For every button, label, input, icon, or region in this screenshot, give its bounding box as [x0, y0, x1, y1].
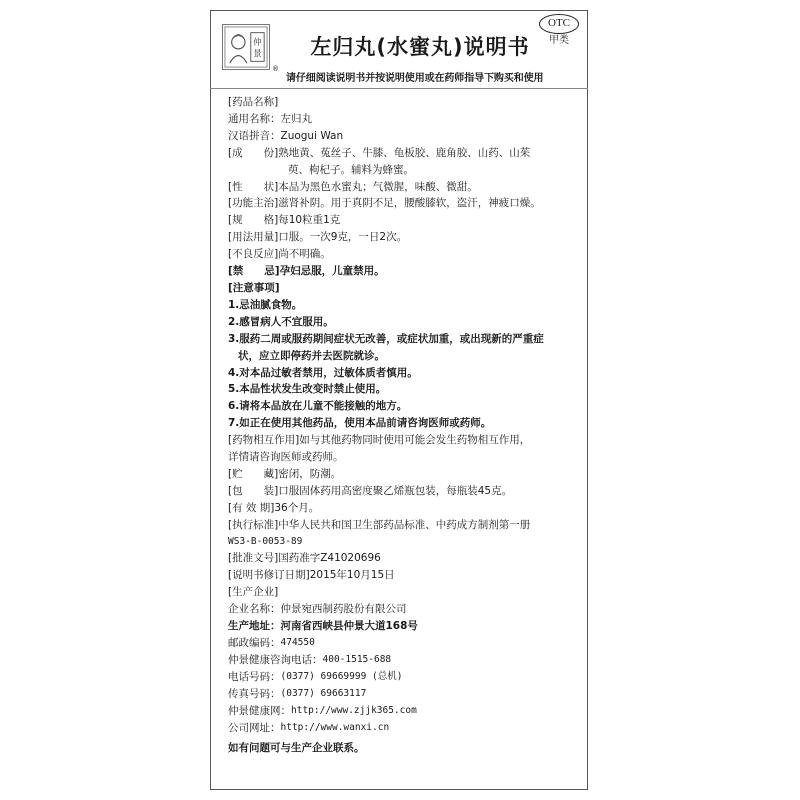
phone-label: 电话号码：	[228, 670, 281, 683]
precaution-item: 6.请将本品放在儿童不能接触的地方。	[228, 400, 408, 413]
address-value: 河南省西峡县仲景大道168号	[280, 620, 418, 633]
precautions-heading: [注意事项]	[228, 281, 280, 294]
phone-value: (0377) 69669999 (总机)	[280, 670, 403, 682]
storage-value: 密闭，防潮。	[278, 467, 342, 480]
validity-label: [有 效 期]	[228, 501, 275, 514]
hotline-label: 仲景健康咨询电话：	[228, 653, 323, 666]
revision-label: [说明书修订日期]	[228, 569, 310, 582]
company-web-row	[228, 720, 576, 737]
svg-text:景: 景	[253, 49, 262, 60]
otc-badge: OTC	[539, 14, 579, 34]
health-web-link[interactable]: http://www.zjjk365.com	[291, 704, 417, 716]
revision-row	[228, 567, 576, 584]
pinyin-value: Zuogui Wan	[280, 129, 344, 142]
health-web-row	[228, 703, 576, 720]
postcode-value: 474550	[280, 637, 315, 648]
usage-notice: 请仔细阅读说明书并按说明使用或在药师指导下购买和使用	[286, 73, 544, 84]
package-label: [包 装]	[228, 484, 279, 497]
indications-label: [功能主治]	[228, 197, 279, 210]
specification-row	[228, 212, 576, 229]
fax-value: (0377) 69663117	[280, 687, 367, 699]
precaution-item: 4.对本品过敏者禁用，过敏体质者慎用。	[228, 366, 418, 379]
contraindications-row	[228, 263, 576, 280]
interactions-continuation: 详情请咨询医师或药师。	[228, 451, 344, 464]
precaution-item: 3.服药二周或服药期间症状无改善，或症状加重，或出现新的严重症	[228, 332, 544, 345]
fax-label: 传真号码：	[228, 687, 281, 700]
revision-value: 2015年10月15日	[309, 569, 395, 582]
specification-value: 每10粒重1克	[278, 214, 341, 227]
instruction-content	[228, 94, 576, 757]
specification-label: [规 格]	[228, 214, 279, 227]
interactions-value: 如与其他药物同时使用可能会发生药物相互作用，	[299, 434, 531, 447]
generic-name-value: 左归丸	[280, 112, 312, 125]
precaution-item: 5.本品性状发生改变时禁止使用。	[228, 383, 387, 396]
properties-label: [性 状]	[228, 180, 279, 193]
standard-value: 中华人民共和国卫生部药品标准、中药成方制剂第一册	[278, 518, 531, 531]
generic-name-label: 通用名称：	[228, 112, 281, 125]
contraindications-label: [禁 忌]	[228, 265, 280, 278]
company-web-link[interactable]: http://www.wanxi.cn	[280, 721, 390, 733]
storage-label: [贮 藏]	[228, 467, 279, 480]
ingredients-value: 熟地黄、菟丝子、牛膝、龟板胶、鹿角胶、山药、山茱	[278, 146, 531, 159]
ingredients-row	[228, 145, 576, 162]
health-web-label: 仲景健康网：	[228, 704, 291, 717]
phone-row	[228, 669, 576, 686]
precaution-item: 2.感冒病人不宜服用。	[228, 315, 334, 328]
hotline-value: 400-1515-688	[322, 653, 392, 665]
approval-value: 国药准字Z41020696	[278, 552, 381, 565]
pinyin-row	[228, 128, 576, 145]
document-title: 左归丸(水蜜丸)说明书	[310, 35, 530, 59]
properties-row	[228, 179, 576, 196]
adverse-label: [不良反应]	[228, 248, 279, 261]
package-value: 口服固体药用高密度聚乙烯瓶包装，每瓶装45克。	[278, 484, 513, 497]
approval-row	[228, 550, 576, 567]
approval-label: [批准文号]	[228, 552, 279, 565]
precaution-item: 1.忌油腻食物。	[228, 298, 303, 311]
address-label: 生产地址：	[228, 620, 281, 633]
svg-text:仲: 仲	[253, 38, 262, 49]
validity-value: 36个月。	[274, 501, 320, 514]
generic-name-row	[228, 111, 576, 128]
footer-note: 如有问题可与生产企业联系。	[228, 742, 365, 755]
postcode-label: 邮政编码：	[228, 637, 281, 649]
otc-class-label: 甲类	[549, 35, 569, 46]
registered-mark: ®	[272, 65, 279, 73]
manufacturer-heading: [生产企业]	[228, 586, 279, 599]
company-name-value: 仲景宛西制药股份有限公司	[280, 603, 407, 616]
hotline-row	[228, 652, 576, 669]
indications-row	[228, 195, 576, 212]
properties-value: 本品为黑色水蜜丸；气微腥，味酸、微甜。	[278, 180, 478, 193]
company-web-label: 公司网址：	[228, 721, 281, 734]
standard-continuation: WS3-B-0053-89	[228, 535, 303, 547]
usage-value: 口服。一次9克，一日2次。	[278, 231, 408, 244]
header-divider	[210, 88, 588, 89]
company-name-row	[228, 601, 576, 618]
usage-label: [用法用量]	[228, 231, 279, 244]
standard-label: [执行标准]	[228, 518, 279, 531]
precaution-item: 7.如正在使用其他药品，使用本品前请咨询医师或药师。	[228, 417, 492, 430]
storage-row	[228, 466, 576, 483]
company-name-label: 企业名称：	[228, 603, 281, 616]
package-row	[228, 483, 576, 500]
pinyin-label: 汉语拼音：	[228, 129, 281, 142]
interactions-row	[228, 432, 576, 449]
ingredients-label: [成 份]	[228, 146, 279, 159]
postcode-row	[228, 635, 576, 652]
address-row	[228, 618, 576, 635]
standard-row	[228, 517, 576, 534]
adverse-row	[228, 246, 576, 263]
ingredients-continuation: 萸、枸杞子。辅料为蜂蜜。	[288, 163, 414, 176]
fax-row	[228, 686, 576, 703]
adverse-value: 尚不明确。	[278, 248, 331, 261]
contraindications-value: 孕妇忌服，儿童禁用。	[279, 265, 385, 278]
interactions-label: [药物相互作用]	[228, 434, 300, 447]
indications-value: 滋肾补阴。用于真阴不足，腰酸膝软，盗汗，神疲口燥。	[278, 197, 541, 210]
usage-row	[228, 229, 576, 246]
precaution-item-continuation: 状，应立即停药并去医院就诊。	[238, 349, 385, 362]
validity-row	[228, 500, 576, 517]
drug-name-heading: [药品名称]	[228, 96, 279, 108]
brand-logo	[222, 24, 270, 70]
